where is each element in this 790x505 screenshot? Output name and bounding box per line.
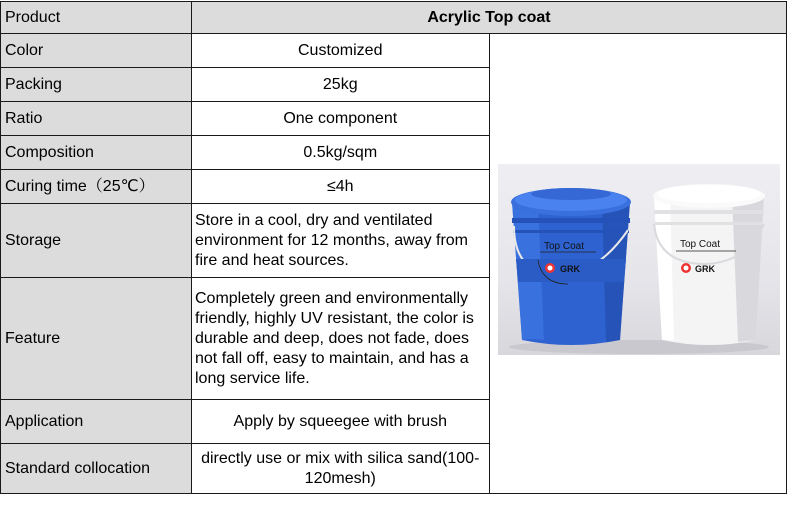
blue-bucket-brand: GRK: [559, 264, 580, 274]
row-label-application: Application: [1, 400, 192, 444]
row-label-standard-collocation: Standard collocation: [1, 444, 192, 494]
row-label-feature: Feature: [1, 278, 192, 400]
product-spec-table: [0, 1, 787, 494]
row-value-color: Customized: [192, 34, 490, 68]
row-value-ratio: One component: [192, 102, 490, 136]
row-value-storage: Store in a cool, dry and ventilated environment for 12 months, away from fire and heat sources.: [192, 204, 490, 278]
product-image-cell: [489, 34, 787, 494]
white-bucket: [653, 184, 765, 345]
row-label-composition: Composition: [1, 136, 192, 170]
row-value-curing-time: ≤4h: [192, 170, 490, 204]
product-name: Acrylic Top coat: [192, 2, 787, 34]
white-bucket-brand: GRK: [694, 264, 715, 274]
row-value-packing: 25kg: [192, 68, 490, 102]
row-label-packing: Packing: [1, 68, 192, 102]
row-value-application: Apply by squeegee with brush: [192, 400, 490, 444]
row-label-product: Product: [1, 2, 192, 34]
row-value-composition: 0.5kg/sqm: [192, 136, 490, 170]
product-photo: [498, 164, 780, 355]
table-row-product: [1, 2, 787, 34]
row-label-ratio: Ratio: [1, 102, 192, 136]
row-value-feature: Completely green and environmentally friendly, highly UV resistant, the color is durable and deep, does not fade, does not fall off, easy to maintain, and has a long service life.: [192, 278, 490, 400]
row-label-color: Color: [1, 34, 192, 68]
white-bucket-label: Top Coat: [679, 239, 720, 250]
table-row-color: [1, 34, 787, 68]
row-label-storage: Storage: [1, 204, 192, 278]
blue-bucket-label: Top Coat: [543, 241, 584, 252]
row-value-standard-collocation: directly use or mix with silica sand(100-120mesh): [192, 444, 490, 494]
buckets-illustration: [498, 164, 780, 355]
row-label-curing-time: Curing time（25℃）: [1, 170, 192, 204]
blue-bucket: [511, 188, 631, 345]
